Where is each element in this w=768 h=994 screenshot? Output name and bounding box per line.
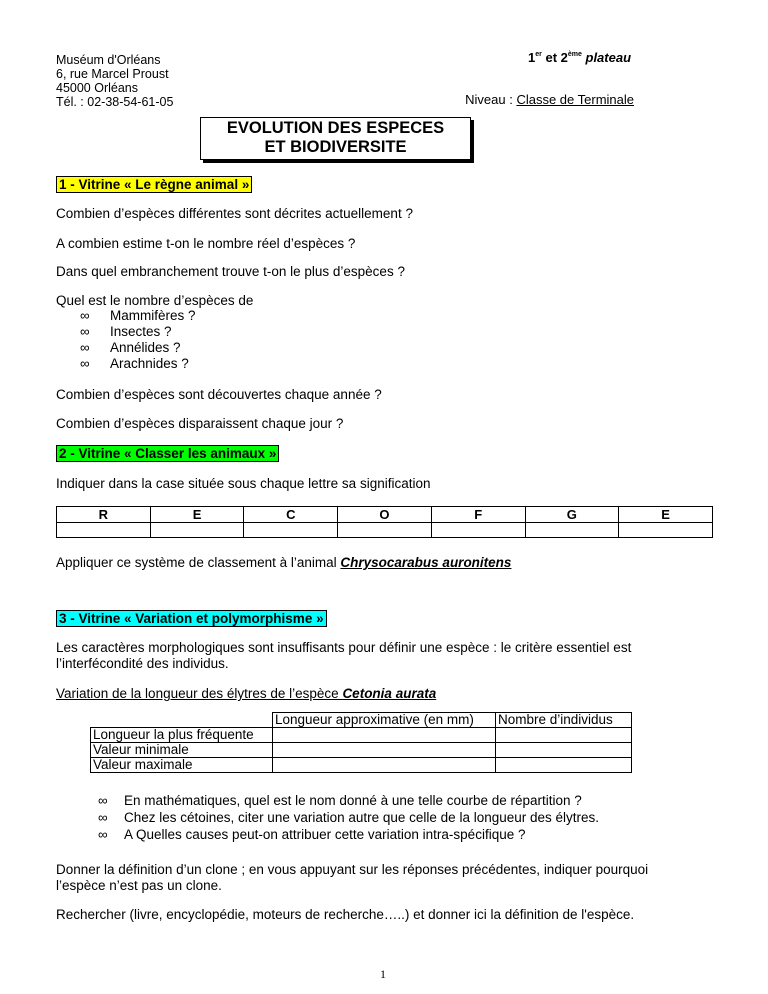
answer-cell[interactable] (431, 523, 525, 538)
answer-cell[interactable] (273, 758, 496, 773)
section-3-heading: 3 - Vitrine « Variation et polymorphisme » (56, 610, 327, 627)
list-item: ∞ Annélides ? (80, 340, 181, 355)
question: Dans quel embranchement trouve t-on le plus d’espèces ? (56, 264, 405, 279)
instruction: Indiquer dans la case située sous chaque lettre sa signification (56, 476, 431, 491)
address-line: 6, rue Marcel Proust (56, 67, 169, 81)
letter-cell: C (244, 507, 338, 523)
answer-cell[interactable] (273, 728, 496, 743)
variation-table (90, 712, 632, 773)
list-item: ∞ Chez les cétoines, citer une variation autre que celle de la longueur des élytres. (98, 810, 600, 825)
answer-cell[interactable] (338, 523, 432, 538)
paragraph: l’espèce n’est pas un clone. (56, 878, 222, 893)
niveau-value: Classe de Terminale (516, 92, 634, 107)
section-2-heading: 2 - Vitrine « Classer les animaux » (56, 445, 279, 462)
plateau-label: 1er et 2ème plateau (528, 50, 632, 65)
letter-cell: E (150, 507, 244, 523)
letter-cell: O (338, 507, 432, 523)
paragraph: Rechercher (livre, encyclopédie, moteurs de recherche…..) et donner ici la définition de l'espèce. (56, 907, 635, 922)
row-label: Valeur minimale (91, 743, 273, 758)
variation-heading: Variation de la longueur des élytres de l’espèce Cetonia aurata (56, 686, 437, 701)
species-name: Chrysocarabus auronitens (340, 555, 512, 570)
list-item: ∞ Mammifères ? (80, 308, 196, 323)
question: Combien d’espèces différentes sont décrites actuellement ? (56, 206, 413, 221)
address-line: 45000 Orléans (56, 81, 139, 95)
letter-cell: F (431, 507, 525, 523)
list-item: ∞ Insectes ? (80, 324, 172, 339)
bullet-list (80, 308, 196, 372)
question: Combien d’espèces sont découvertes chaque année ? (56, 387, 382, 402)
address-line: Tél. : 02-38-54-61-05 (56, 95, 174, 109)
address-line: Muséum d'Orléans (56, 53, 161, 67)
column-header: Nombre d’individus (496, 713, 632, 728)
answer-cell[interactable] (525, 523, 619, 538)
section-1-heading: 1 - Vitrine « Le règne animal » (56, 176, 252, 193)
answer-cell[interactable] (244, 523, 338, 538)
row-label: Valeur maximale (91, 758, 273, 773)
column-header: Longueur approximative (en mm) (273, 713, 496, 728)
list-item: ∞ En mathématiques, quel est le nom donné à une telle courbe de répartition ? (98, 793, 582, 808)
question: A combien estime t-on le nombre réel d’espèces ? (56, 236, 356, 251)
question: Quel est le nombre d’espèces de (56, 293, 254, 308)
species-name: Cetonia aurata (342, 686, 437, 701)
list-item: ∞ Arachnides ? (80, 356, 189, 371)
question: Combien d’espèces disparaissent chaque jour ? (56, 416, 344, 431)
answer-cell[interactable] (496, 728, 632, 743)
letter-cell: G (525, 507, 619, 523)
empty-cell (91, 713, 273, 728)
list-item: ∞ A Quelles causes peut-on attribuer cette variation intra-spécifique ? (98, 827, 526, 842)
apply-instruction: Appliquer ce système de classement à l’animal Chrysocarabus auronitens (56, 555, 512, 570)
answer-cell[interactable] (496, 758, 632, 773)
classification-table (56, 506, 713, 538)
document-title: EVOLUTION DES ESPECES ET BIODIVERSITE (200, 117, 471, 160)
paragraph: Donner la définition d’un clone ; en vous appuyant sur les réponses précédentes, indiquer pourquoi (56, 862, 649, 877)
paragraph: l’interfécondité des individus. (56, 656, 229, 671)
answer-cell[interactable] (619, 523, 713, 538)
paragraph: Les caractères morphologiques sont insuffisants pour définir une espèce : le critère essentiel est (56, 640, 632, 655)
letter-cell: R (57, 507, 151, 523)
niveau-label: Niveau : Classe de Terminale (465, 92, 634, 107)
answer-cell[interactable] (57, 523, 151, 538)
bullet-list (98, 792, 599, 843)
letter-cell: E (619, 507, 713, 523)
row-label: Longueur la plus fréquente (91, 728, 273, 743)
answer-cell[interactable] (496, 743, 632, 758)
answer-cell[interactable] (273, 743, 496, 758)
museum-address (56, 53, 173, 109)
answer-cell[interactable] (150, 523, 244, 538)
page-number: 1 (380, 967, 386, 981)
